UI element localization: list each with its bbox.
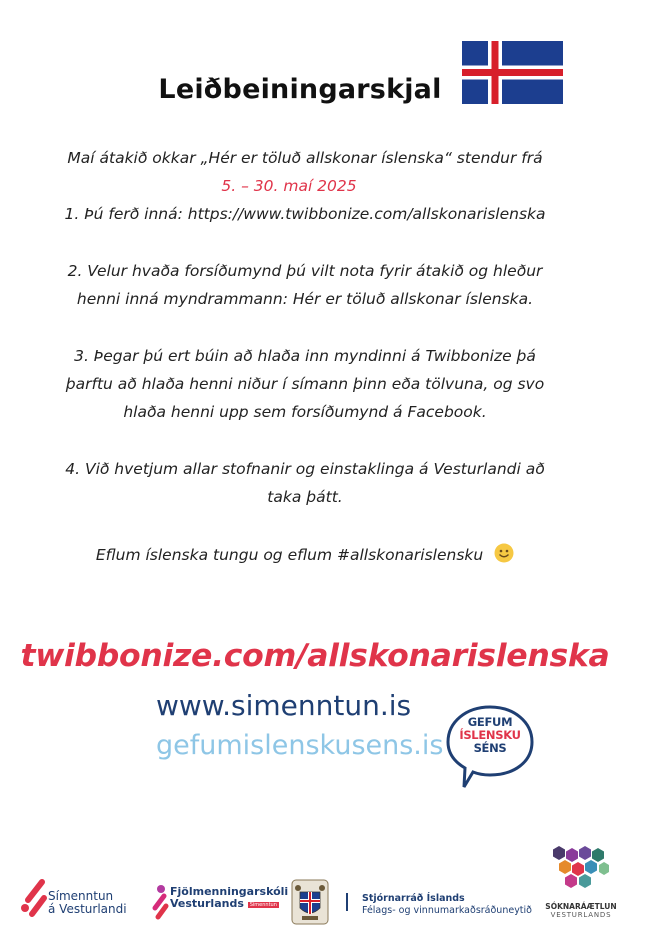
page-title: Leiðbeiningarskjal [158,74,442,105]
simenntun-mark-icon [20,878,50,918]
step-3-line-3: hlaða henni upp sem forsíðumynd á Facebook. [123,403,487,421]
hexagon-cluster-icon [549,844,609,888]
bubble-line-3: SÉNS [473,741,507,755]
soknar-logo [535,844,627,920]
stjornarrad-line-2: Félags- og vinnumarkaðsráðuneytið [362,905,532,916]
fjolmenning-line-1: Fjölmenningarskóli [170,885,289,898]
twibbonize-link[interactable]: twibbonize.com/allskonarislenska [20,638,610,674]
ministry-divider [346,893,348,911]
fjolmenning-logo [150,884,289,924]
simenntun-line-2: á Vesturlandi [48,902,127,916]
closing-line [20,543,590,564]
simenntun-logo [20,878,140,922]
coat-of-arms-icon [290,878,330,926]
fjolmenning-mark-icon [150,884,172,920]
fjolmenning-tag: Símenntun [249,902,277,908]
stjornarrad-logo [362,893,532,917]
step-2-line-2: henni inná myndrammann: Hér er töluð allskonar íslenska. [76,290,534,308]
soknar-line-1: SÓKNARÁÆTLUN [545,902,617,911]
date-range: 5. – 30. maí 2025 [221,177,357,195]
iceland-flag-icon [462,41,563,104]
bubble-line-2: ÍSLENSKU [459,728,521,742]
step-3-line-1: 3. Þegar þú ert búin að hlaða inn myndinni á Twibbonize þá [74,347,536,365]
simenntun-link[interactable]: www.simenntun.is [156,689,412,722]
step-4-line-1: 4. Við hvetjum allar stofnanir og einstaklinga á Vesturlandi að [65,460,545,478]
bubble-line-1: GEFUM [467,715,513,729]
smiley-icon [494,543,514,563]
step-4-line-2: taka þátt. [267,488,343,506]
step-2-line-1: 2. Velur hvaða forsíðumynd þú vilt nota fyrir átakið og hleður [67,262,543,280]
speech-bubble-icon [444,704,536,790]
soknar-line-2: VESTURLANDS [550,911,612,919]
intro-text: Maí átakið okkar „Hér er töluð allskonar íslenska“ stendur frá [67,149,543,167]
stjornarrad-line-1: Stjórnarráð Íslands [362,893,465,904]
step-3-line-2: þarftu að hlaða henni niður í símann þinn eða tölvuna, og svo [65,375,545,393]
fjolmenning-line-2: Vesturlands Símenntun [170,897,277,910]
simenntun-line-1: Símenntun [48,889,114,903]
gefum-link[interactable]: gefumislenskusens.is [156,730,444,761]
step-1: 1. Þú ferð inná: https://www.twibbonize.com/allskonarislenska [64,205,546,223]
closing-text: Eflum íslenska tungu og eflum #allskonarislensku [95,546,484,564]
